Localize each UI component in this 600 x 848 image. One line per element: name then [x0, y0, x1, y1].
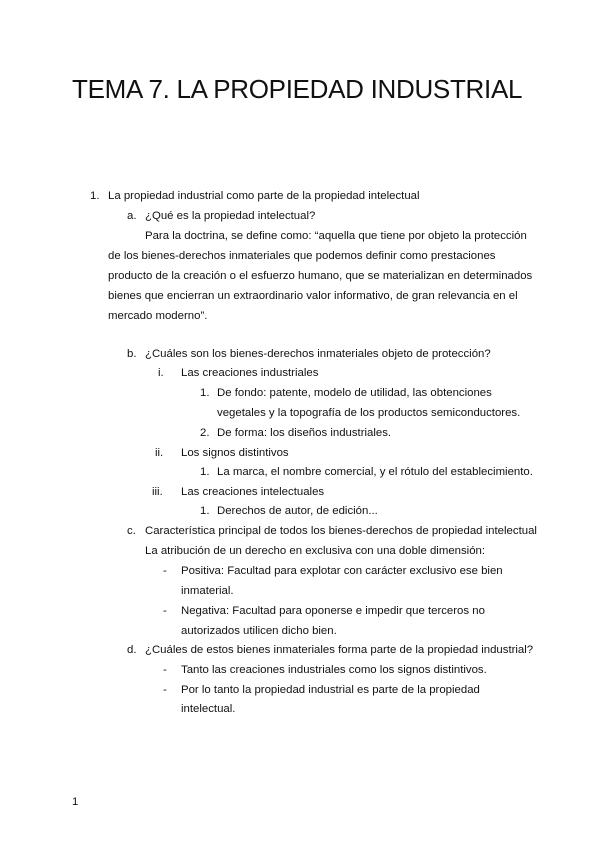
intro-c: La atribución de un derecho en exclusiva con una doble dimensión:	[145, 545, 486, 557]
bullet-line: autorizados utilicen dicho bien.	[181, 625, 337, 637]
list-marker-ii-1: 1.	[200, 466, 210, 478]
subitem-line: La marca, el nombre comercial, y el rótulo del establecimiento.	[217, 466, 533, 478]
bullet-line: Negativa: Facultad para oponerse e impedir que terceros no	[181, 605, 485, 617]
page-number: 1	[72, 796, 79, 808]
bullet-line: intelectual.	[181, 703, 236, 715]
question-b: ¿Cuáles son los bienes-derechos inmateriales objeto de protección?	[145, 348, 491, 360]
subitem-iii: Las creaciones intelectuales	[181, 486, 325, 498]
list-marker-iii-1: 1.	[200, 505, 210, 517]
bullet-dash: -	[163, 664, 167, 676]
bullet-line: Positiva: Facultad para explotar con carácter exclusivo ese bien	[181, 565, 503, 577]
list-marker-d: d.	[127, 644, 137, 656]
list-marker-1: 1.	[90, 190, 100, 202]
list-marker-iii: iii.	[152, 486, 163, 498]
list-marker-i-1: 1.	[200, 387, 210, 399]
list-marker-i: i.	[158, 367, 164, 379]
paragraph-line: producto de la creación o el esfuerzo humano, que se materializan en determinados	[108, 270, 533, 282]
subitem-line: vegetales y la topografía de los productos semiconductores.	[217, 407, 521, 419]
bullet-dash: -	[163, 684, 167, 696]
bullet-line: Tanto las creaciones industriales como los signos distintivos.	[181, 664, 487, 676]
subitem-i: Las creaciones industriales	[181, 367, 319, 379]
paragraph-line: mercado moderno”.	[108, 310, 208, 322]
bullet-line: Por lo tanto la propiedad industrial es parte de la propiedad	[181, 684, 480, 696]
subitem-ii: Los signos distintivos	[181, 447, 289, 459]
question-c: Característica principal de todos los bienes-derechos de propiedad intelectual	[145, 525, 537, 537]
question-d: ¿Cuáles de estos bienes inmateriales forma parte de la propiedad industrial?	[145, 644, 534, 656]
subitem-line: De fondo: patente, modelo de utilidad, las obtenciones	[217, 387, 492, 399]
page-title: TEMA 7. LA PROPIEDAD INDUSTRIAL	[72, 74, 523, 104]
list-marker-i-2: 2.	[200, 427, 210, 439]
bullet-line: inmaterial.	[181, 585, 234, 597]
paragraph-line: de los bienes-derechos inmateriales que podemos definir como prestaciones	[108, 250, 496, 262]
bullet-dash: -	[163, 605, 167, 617]
paragraph-line: bienes que encierran un extraordinario valor informativo, de gran relevancia en el	[108, 290, 518, 302]
subitem-line: De forma: los diseños industriales.	[217, 427, 392, 439]
list-marker-a: a.	[127, 210, 137, 222]
paragraph-line: Para la doctrina, se define como: “aquella que tiene por objeto la protección	[145, 230, 527, 242]
list-marker-ii: ii.	[155, 447, 164, 459]
subitem-line: Derechos de autor, de edición...	[217, 505, 378, 517]
list-marker-b: b.	[127, 348, 137, 360]
section-heading: La propiedad industrial como parte de la propiedad intelectual	[108, 190, 420, 202]
list-marker-c: c.	[127, 525, 136, 537]
bullet-dash: -	[163, 565, 167, 577]
question-a: ¿Qué es la propiedad intelectual?	[145, 210, 316, 222]
